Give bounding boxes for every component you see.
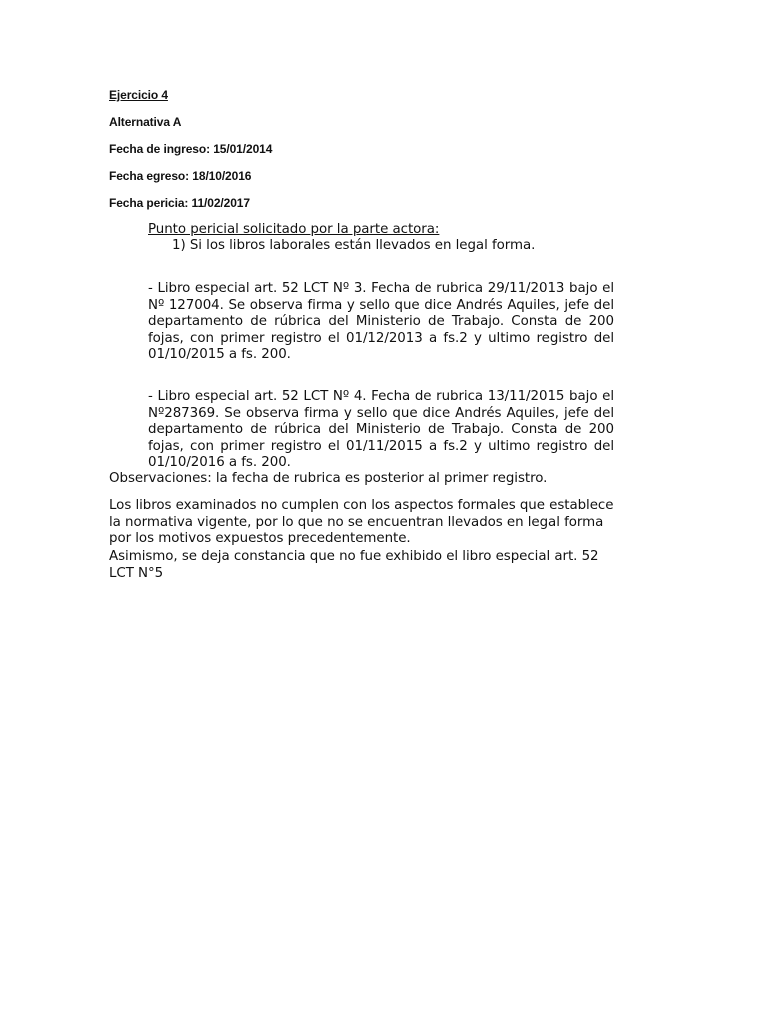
exercise-title: Ejercicio 4 [109, 88, 168, 102]
alternative-label: Alternativa A [109, 115, 182, 129]
conclusion-note: Asimismo, se deja constancia que no fue exhibido el libro especial art. 52 LCT N°5 [109, 549, 599, 581]
question-heading: Punto pericial solicitado por la parte actora: [148, 222, 440, 237]
conclusion-paragraph: Los libros examinados no cumplen con los aspectos formales que establece la normativa vigente, por lo que no se encuentran llevados en legal forma por los motivos expuestos precedentemente. [109, 498, 614, 547]
book-entry-4: - Libro especial art. 52 LCT Nº 4. Fecha de rubrica 13/11/2015 bajo el Nº287369. Se observa firma y sello que dice Andrés Aquiles, jefe del departamento de rúbrica del Ministerio de Trabajo. Consta de 200 fojas, con primer registro el 01/11/2015 a fs.2 y ultimo registro del 01/10/2016 a fs. 200. [148, 389, 614, 471]
observations: Observaciones: la fecha de rubrica es posterior al primer registro. [109, 471, 548, 486]
book-entry-3: - Libro especial art. 52 LCT Nº 3. Fecha de rubrica 29/11/2013 bajo el Nº 127004. Se observa firma y sello que dice Andrés Aquiles, jefe del departamento de rúbrica del Ministerio de Trabajo. Consta de 200 fojas, con primer registro el 01/12/2013 a fs.2 y ultimo registro del 01/10/2015 a fs. 200. [148, 281, 614, 363]
exit-date: Fecha egreso: 18/10/2016 [109, 169, 252, 183]
question-item: 1) Si los libros laborales están llevados en legal forma. [172, 238, 536, 253]
expertise-date: Fecha pericia: 11/02/2017 [109, 196, 250, 210]
entry-date: Fecha de ingreso: 15/01/2014 [109, 142, 273, 156]
